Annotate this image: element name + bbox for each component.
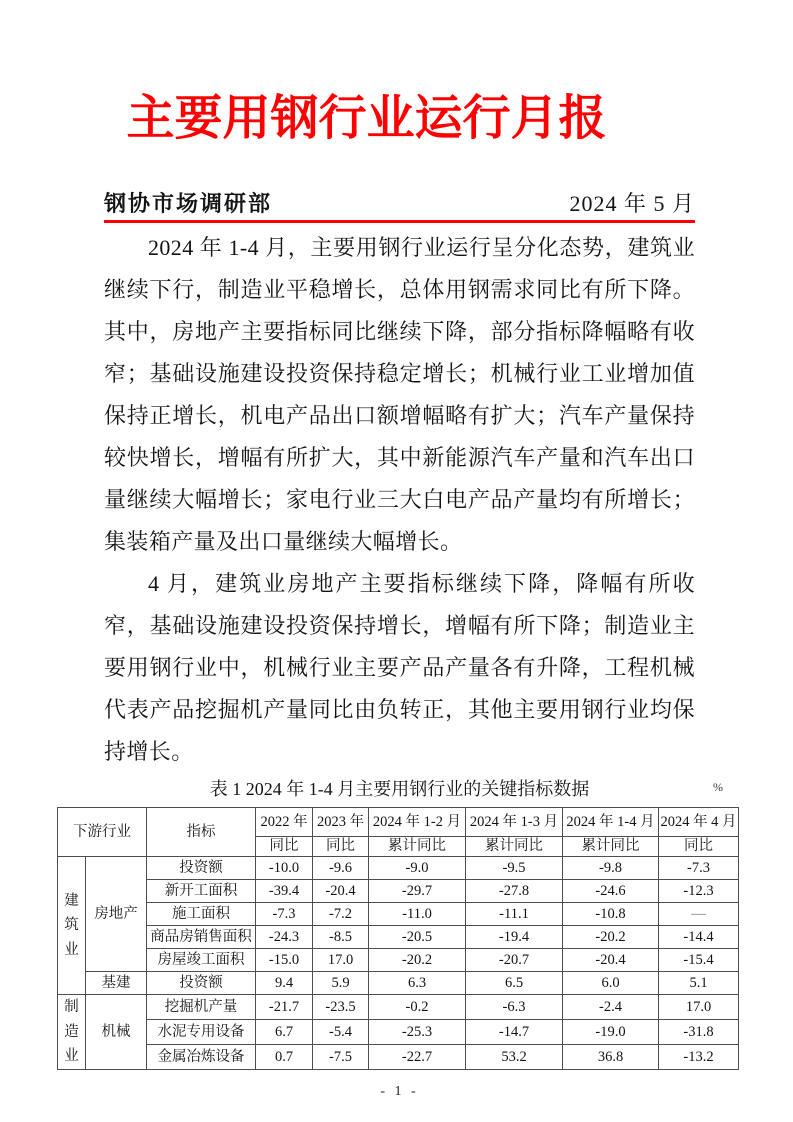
value-cell: 53.2 — [466, 1044, 563, 1069]
table-row — [58, 1019, 739, 1044]
report-title: 主要用钢行业运行月报 — [126, 92, 607, 145]
table-caption-row — [104, 777, 723, 801]
table-row — [58, 880, 739, 903]
paragraph-overview: 2024 年 1-4 月，主要用钢行业运行呈分化态势，建筑业继续下行，制造业平稳增长，总体用钢需求同比有所下降。其中，房地产主要指标同比继续下降，部分指标降幅略有收窄；基础设施建设投资保持稳定增长；机械行业工业增加值保持正增长，机电产品出口额增幅略有扩大；汽车产量保持较快增长，增幅有所扩大，其中新能源汽车产量和汽车出口量继续大幅增长；家电行业三大白电产品产量均有所增长；集装箱产量及出口量继续大幅增长。 — [104, 235, 695, 554]
value-cell: -14.4 — [659, 926, 739, 949]
value-cell: -20.4 — [313, 880, 369, 903]
value-cell: 6.3 — [369, 972, 466, 995]
value-cell: -11.1 — [466, 903, 563, 926]
column-subheader: 累计同比 — [466, 837, 563, 857]
value-cell: -24.3 — [256, 926, 313, 949]
value-cell: -9.0 — [369, 857, 466, 880]
masthead — [104, 191, 695, 223]
value-cell: -24.6 — [563, 880, 659, 903]
value-cell: -39.4 — [256, 880, 313, 903]
value-cell: -29.7 — [369, 880, 466, 903]
column-header: 2023 年 — [313, 808, 369, 837]
value-cell: -27.8 — [466, 880, 563, 903]
value-cell: -14.7 — [466, 1019, 563, 1044]
value-cell: -20.5 — [369, 926, 466, 949]
indicator-cell: 挖掘机产量 — [147, 995, 256, 1020]
value-cell: -22.7 — [369, 1044, 466, 1069]
table-row — [58, 972, 739, 995]
table-row — [58, 857, 739, 880]
value-cell: -9.8 — [563, 857, 659, 880]
column-subheader: 同比 — [313, 837, 369, 857]
indicator-cell: 房屋竣工面积 — [147, 949, 256, 972]
category-cell-infrastructure: 基建 — [86, 972, 147, 995]
indicator-cell: 商品房销售面积 — [147, 926, 256, 949]
value-cell: -20.2 — [369, 949, 466, 972]
paragraph-april: 4 月，建筑业房地产主要指标继续下降，降幅有所收窄，基础设施建设投资保持增长，增幅有所下降；制造业主要用钢行业中，机械行业主要产品产量各有升降，工程机械代表产品挖掘机产量同比由负转正，其他主要用钢行业均保持增长。 — [104, 571, 695, 764]
value-cell: -15.4 — [659, 949, 739, 972]
report-body — [104, 227, 695, 773]
column-header: 2022 年 — [256, 808, 313, 837]
column-header: 2024 年 1-3 月 — [466, 808, 563, 837]
value-cell: 17.0 — [313, 949, 369, 972]
indicator-cell: 投资额 — [147, 972, 256, 995]
column-subheader: 累计同比 — [563, 837, 659, 857]
column-subheader: 同比 — [659, 837, 739, 857]
table-row — [58, 995, 739, 1020]
value-cell: -0.2 — [369, 995, 466, 1020]
value-cell: 5.9 — [313, 972, 369, 995]
value-cell: 36.8 — [563, 1044, 659, 1069]
value-cell: -11.0 — [369, 903, 466, 926]
header-sector-group: 下游行业 — [58, 808, 147, 857]
value-cell: 9.4 — [256, 972, 313, 995]
value-cell: 5.1 — [659, 972, 739, 995]
column-header: 2024 年 4 月 — [659, 808, 739, 837]
sector-cell-construction: 建筑业 — [58, 857, 86, 995]
report-date: 2024 年 5 月 — [569, 191, 695, 216]
value-cell: -20.7 — [466, 949, 563, 972]
value-cell: -12.3 — [659, 880, 739, 903]
category-cell-machinery: 机械 — [86, 995, 147, 1070]
header-row-periods — [58, 808, 739, 837]
value-cell: -20.2 — [563, 926, 659, 949]
value-cell: -7.3 — [659, 857, 739, 880]
value-cell: -2.4 — [563, 995, 659, 1020]
column-subheader: 累计同比 — [369, 837, 466, 857]
issuing-department: 钢协市场调研部 — [104, 191, 273, 216]
table-header — [58, 808, 739, 857]
table-caption: 表 1 2024 年 1-4 月主要用钢行业的关键指标数据 — [209, 779, 590, 799]
column-header: 2024 年 1-2 月 — [369, 808, 466, 837]
indicator-cell: 施工面积 — [147, 903, 256, 926]
indicator-cell: 金属冶炼设备 — [147, 1044, 256, 1069]
value-cell: -20.4 — [563, 949, 659, 972]
value-cell: -7.5 — [313, 1044, 369, 1069]
value-cell: -8.5 — [313, 926, 369, 949]
value-cell: -19.0 — [563, 1019, 659, 1044]
value-cell: -6.3 — [466, 995, 563, 1020]
value-cell: -21.7 — [256, 995, 313, 1020]
column-header: 2024 年 1-4 月 — [563, 808, 659, 837]
value-cell: -13.2 — [659, 1044, 739, 1069]
value-cell: 6.0 — [563, 972, 659, 995]
value-cell: -15.0 — [256, 949, 313, 972]
value-cell: — — [659, 903, 739, 926]
value-cell: 6.5 — [466, 972, 563, 995]
table-row — [58, 1044, 739, 1069]
value-cell: 17.0 — [659, 995, 739, 1020]
value-cell: -9.5 — [466, 857, 563, 880]
page-number: - 1 - — [380, 1083, 419, 1099]
value-cell: -7.2 — [313, 903, 369, 926]
indicator-cell: 新开工面积 — [147, 880, 256, 903]
sector-cell-manufacturing: 制造业 — [58, 995, 86, 1070]
table-body — [58, 857, 739, 1070]
value-cell: -31.8 — [659, 1019, 739, 1044]
table-row — [58, 926, 739, 949]
indicator-cell: 水泥专用设备 — [147, 1019, 256, 1044]
category-cell-realestate: 房地产 — [86, 857, 147, 972]
value-cell: -9.6 — [313, 857, 369, 880]
value-cell: 0.7 — [256, 1044, 313, 1069]
table-row — [58, 903, 739, 926]
table-row — [58, 949, 739, 972]
value-cell: -19.4 — [466, 926, 563, 949]
key-indicators-table — [57, 807, 739, 1070]
value-cell: -25.3 — [369, 1019, 466, 1044]
table-unit-label: % — [713, 780, 723, 794]
header-indicator: 指标 — [147, 808, 256, 857]
value-cell: -10.8 — [563, 903, 659, 926]
value-cell: -23.5 — [313, 995, 369, 1020]
value-cell: -7.3 — [256, 903, 313, 926]
table-wrap — [57, 807, 738, 1070]
value-cell: -5.4 — [313, 1019, 369, 1044]
column-subheader: 同比 — [256, 837, 313, 857]
value-cell: 6.7 — [256, 1019, 313, 1044]
value-cell: -10.0 — [256, 857, 313, 880]
indicator-cell: 投资额 — [147, 857, 256, 880]
